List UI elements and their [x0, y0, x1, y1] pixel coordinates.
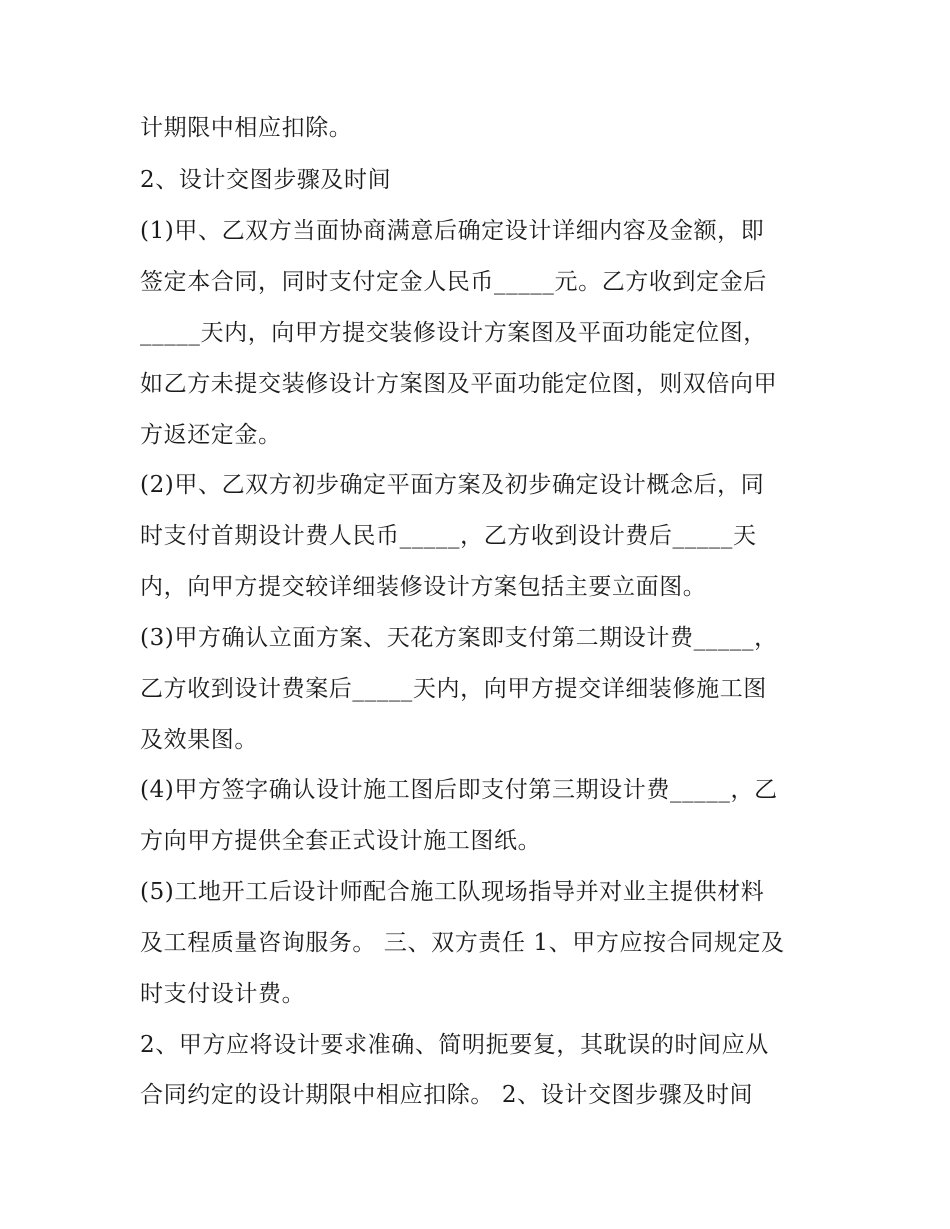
text-line: 计期限中相应扣除。: [140, 115, 353, 141]
text-line: 合同约定的设计期限中相应扣除。 2、设计交图步骤及时间: [140, 1082, 754, 1108]
text-line: 2、甲方应将设计要求准确、简明扼要复，其耽误的时间应从: [140, 1032, 769, 1058]
text-line: (5)工地开工后设计师配合施工队现场指导并对业主提供材料: [140, 879, 765, 905]
text-line: 签定本合同，同时支付定金人民币_____元。乙方收到定金后: [140, 269, 767, 295]
text-line: 方向甲方提供全套正式设计施工图纸。: [140, 828, 542, 854]
text-line: 及效果图。: [140, 727, 258, 753]
text-line: _____天内，向甲方提交装修设计方案图及平面功能定位图，: [140, 320, 767, 346]
text-line: 乙方收到设计费案后_____天内，向甲方提交详细装修施工图: [140, 676, 767, 702]
text-line: 时支付首期设计费人民币_____，乙方收到设计费后_____天: [140, 523, 757, 549]
text-line: (2)甲、乙双方初步确定平面方案及初步确定设计概念后，同: [140, 472, 765, 498]
text-line: (4)甲方签字确认设计施工图后即支付第三期设计费_____，乙: [140, 777, 778, 803]
text-line: 时支付设计费。: [140, 981, 306, 1007]
text-line: 及工程质量咨询服务。 三、双方责任 1、甲方应按合同规定及: [140, 930, 785, 956]
text-line: (3)甲方确认立面方案、天花方案即支付第二期设计费_____，: [140, 625, 778, 651]
text-line: 2、设计交图步骤及时间: [140, 167, 392, 193]
text-line: 如乙方未提交装修设计方案图及平面功能定位图，则双倍向甲: [140, 371, 778, 397]
text-line: 内，向甲方提交较详细装修设计方案包括主要立面图。: [140, 574, 707, 600]
text-line: 方返还定金。: [140, 422, 282, 448]
text-line: (1)甲、乙双方当面协商满意后确定设计详细内容及金额，即: [140, 218, 765, 244]
